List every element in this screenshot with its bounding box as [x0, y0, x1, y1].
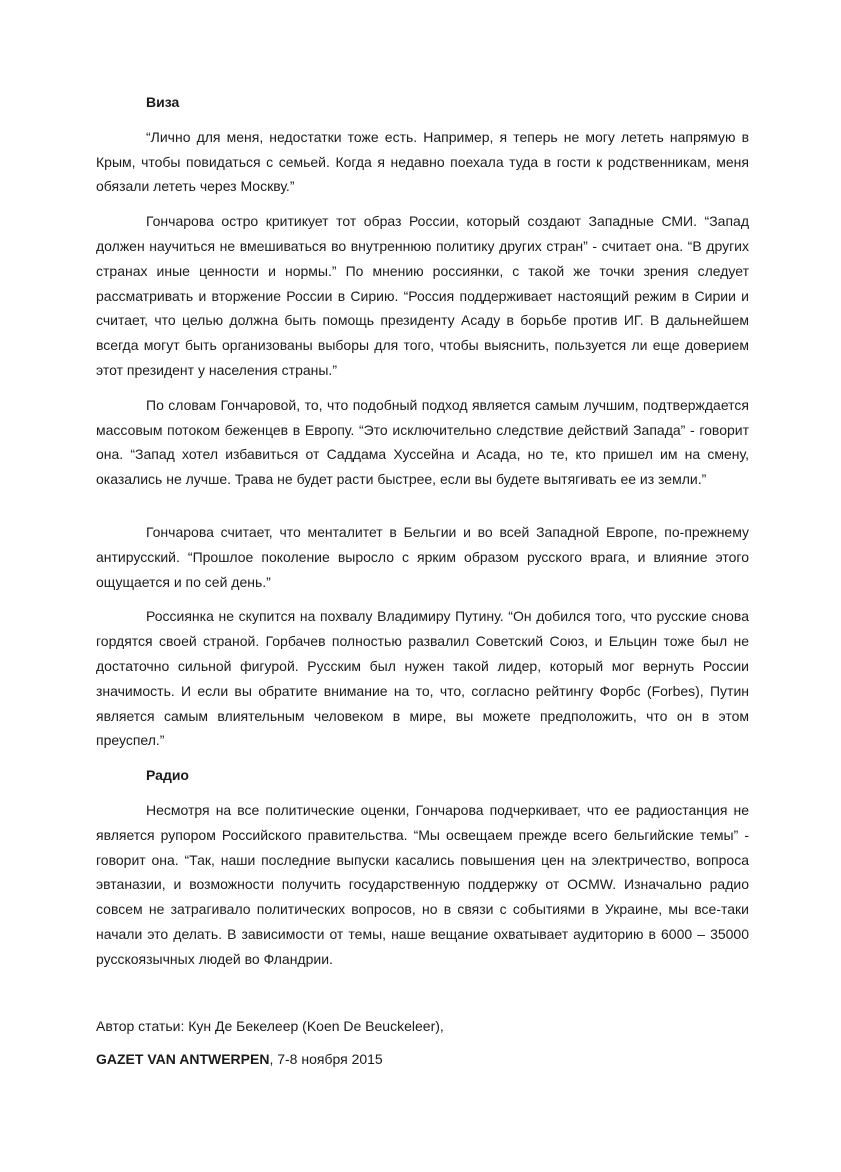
paragraph-western-media: Гончарова остро критикует тот образ России, который создают Западные СМИ. “Запад должен научиться не вмешиваться во внутреннюю политику других стран” - считает она. “В других странах иные ценности и нормы.” По мнению россиянки, с такой же точки зрения следует рассматривать и вторжение России в Сирию. “Россия поддерживает настоящий режим в Сирии и считает, что целью должна быть помощь президенту Асаду в борьбе против ИГ. В дальнейшем всегда могут быть организованы выборы для того, чтобы выяснить, пользуется ли еще доверием этот президент у населения страны.” — [96, 213, 749, 378]
author-line: Автор статьи: Кун Де Бекелеер (Koen De Beuckeleer), — [96, 1017, 444, 1034]
paragraph-radio-station: Несмотря на все политические оценки, Гончарова подчеркивает, что ее радиостанция не является рупором Российского правительства. “Мы освещаем прежде всего бельгийские темы” - говорит она. “Так, наши последние выпуски касались повышения цен на электричество, вопроса эвтаназии, и возможности получить государственную поддержку от OCMW. Изначально радио совсем не затрагивало политических вопросов, но в связи с событиями в Украине, мы все-таки начали это делать. В зависимости от темы, наше вещание охватывает аудиторию в 6000 – 35000 русскоязычных людей во Фландрии. — [96, 801, 749, 967]
source-publication-name: GAZET VAN ANTWERPEN — [96, 1051, 270, 1068]
source-publication-date: , 7-8 ноября 2015 — [269, 1051, 383, 1068]
paragraph-mentality: Гончарова считает, что менталитет в Бельгии и во всей Западной Европе, по-прежнему антирусский. “Прошлое поколение выросло с ярким образом русского врага, и влияние этого ощущается и по сей день.” — [96, 523, 749, 590]
section-heading-radio: Радио — [146, 767, 189, 784]
paragraph-putin-praise: Россиянка не скупится на похвалу Владимиру Путину. “Он добился того, что русские снова гордятся своей страной. Горбачев полностью развалил Советский Союз, и Ельцин тоже был не достаточно сильной фигурой. Русским был нужен такой лидер, который мог вернуть России значимость. И если вы обратите внимание на то, что, согласно рейтингу Форбс (Forbes), Путин является самым влиятельным человеком в мире, вы можете предположить, что он в этом преуспел.” — [96, 608, 749, 749]
section-heading-visa: Виза — [146, 94, 180, 110]
source-line — [96, 1047, 749, 1072]
paragraph-refugees: По словам Гончаровой, то, что подобный подход является самым лучшим, подтверждается массовым потоком беженцев в Европу. “Это исключительно следствие действий Запада” - говорит она. “Запад хотел избавиться от Саддама Хуссейна и Асада, но те, кто пришел им на смену, оказались не лучше. Трава не будет расти быстрее, если вы будете вытягивать ее из земли.” — [96, 396, 749, 488]
paragraph-visa-quote: “Лично для меня, недостатки тоже есть. Например, я теперь не могу лететь напрямую в Крым, чтобы повидаться с семьей. Когда я недавно поехала туда в гости к родственникам, меня обязали лететь через Москву.” — [96, 128, 749, 195]
